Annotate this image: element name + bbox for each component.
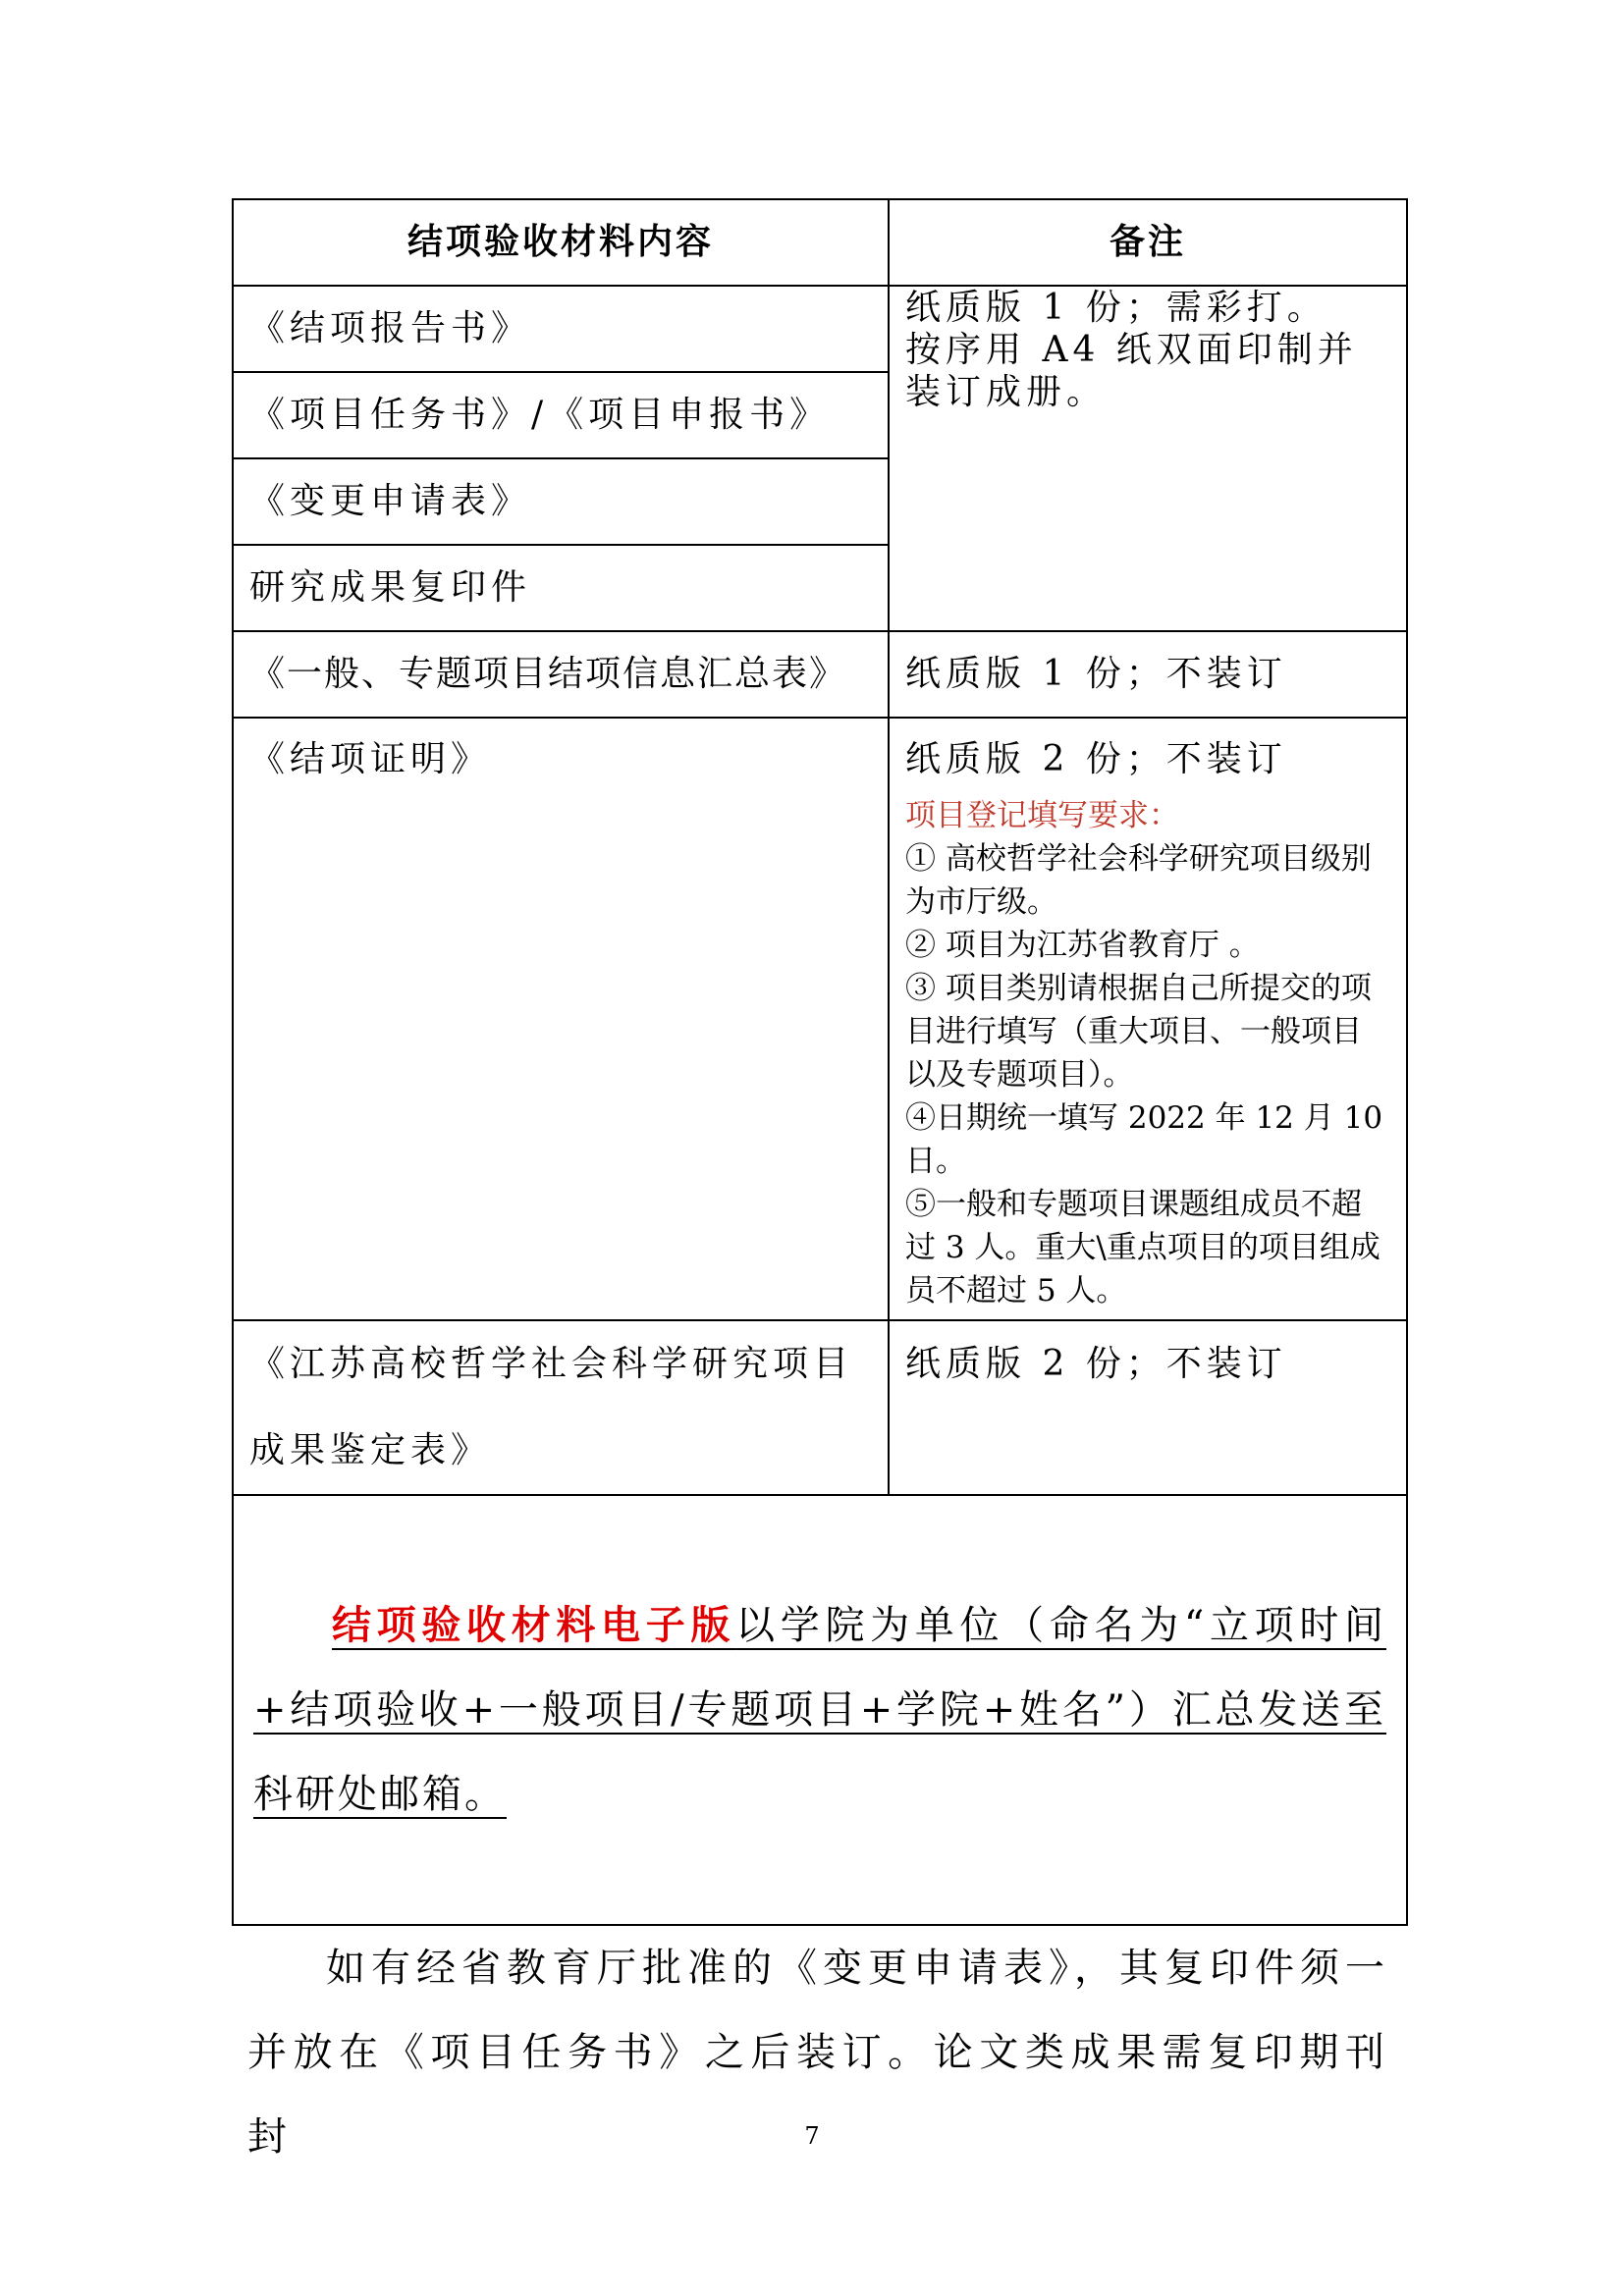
certificate-note: 纸质版 2 份；不装订 bbox=[905, 739, 1287, 779]
header-materials: 结项验收材料内容 bbox=[233, 199, 889, 286]
merged-note-cell bbox=[889, 286, 1407, 631]
merged-note-line1: 纸质版 1 份；需彩打。 bbox=[905, 288, 1327, 328]
row-item: 研究成果复印件 bbox=[233, 545, 889, 631]
row-item: 《结项报告书》 bbox=[233, 286, 889, 372]
requirements-title: 项目登记填写要求： bbox=[905, 798, 1179, 834]
electronic-text: 以学院为单位（命名为“立项时间+结项验收+一般项目/专题项目+学院+姓名”）汇总发送至科研处邮箱。 bbox=[253, 1603, 1387, 1817]
electronic-cell bbox=[233, 1495, 1407, 1925]
requirement-item: ② 项目为江苏省教育厅 。 bbox=[905, 928, 1260, 964]
summary-row bbox=[233, 631, 1407, 718]
page-number: 7 bbox=[804, 2122, 820, 2150]
requirements-list bbox=[905, 837, 1390, 1312]
appraisal-note: 纸质版 2 份；不装订 bbox=[889, 1320, 1407, 1495]
requirement-item: ① 高校哲学社会科学研究项目级别为市厅级。 bbox=[905, 841, 1372, 921]
header-notes: 备注 bbox=[889, 199, 1407, 286]
electronic-row bbox=[233, 1495, 1407, 1925]
summary-item: 《一般、专题项目结项信息汇总表》 bbox=[233, 631, 889, 718]
appraisal-item: 《江苏高校哲学社会科学研究项目成果鉴定表》 bbox=[233, 1320, 889, 1495]
body-paragraph: 如有经省教育厅批准的《变更申请表》，其复印件须一并放在《项目任务书》之后装订。论文类成果需复印期刊封 bbox=[247, 1946, 1390, 2160]
materials-table bbox=[232, 198, 1408, 1926]
certificate-note-cell bbox=[889, 718, 1407, 1320]
certificate-item: 《结项证明》 bbox=[233, 718, 889, 1320]
certificate-row bbox=[233, 718, 1407, 1320]
requirement-item: ④日期统一填写 2022 年 12 月 10 日。 bbox=[905, 1100, 1383, 1180]
table-row bbox=[233, 286, 1407, 372]
row-item: 《变更申请表》 bbox=[233, 458, 889, 545]
electronic-highlight: 结项验收材料电子版 bbox=[332, 1602, 736, 1648]
electronic-paragraph bbox=[253, 1583, 1386, 1837]
table-header-row bbox=[233, 199, 1407, 286]
requirement-item: ③ 项目类别请根据自己所提交的项目进行填写（重大项目、一般项目以及专题项目）。 bbox=[905, 971, 1372, 1094]
requirement-item: ⑤一般和专题项目课题组成员不超过 3 人。重大\重点项目的项目组成员不超过 5 人。 bbox=[905, 1187, 1380, 1309]
row-item: 《项目任务书》/《项目申报书》 bbox=[233, 372, 889, 458]
appraisal-row bbox=[233, 1320, 1407, 1495]
merged-note-line2: 按序用 A4 纸双面印制并装订成册。 bbox=[905, 330, 1358, 413]
summary-note: 纸质版 1 份；不装订 bbox=[889, 631, 1407, 718]
